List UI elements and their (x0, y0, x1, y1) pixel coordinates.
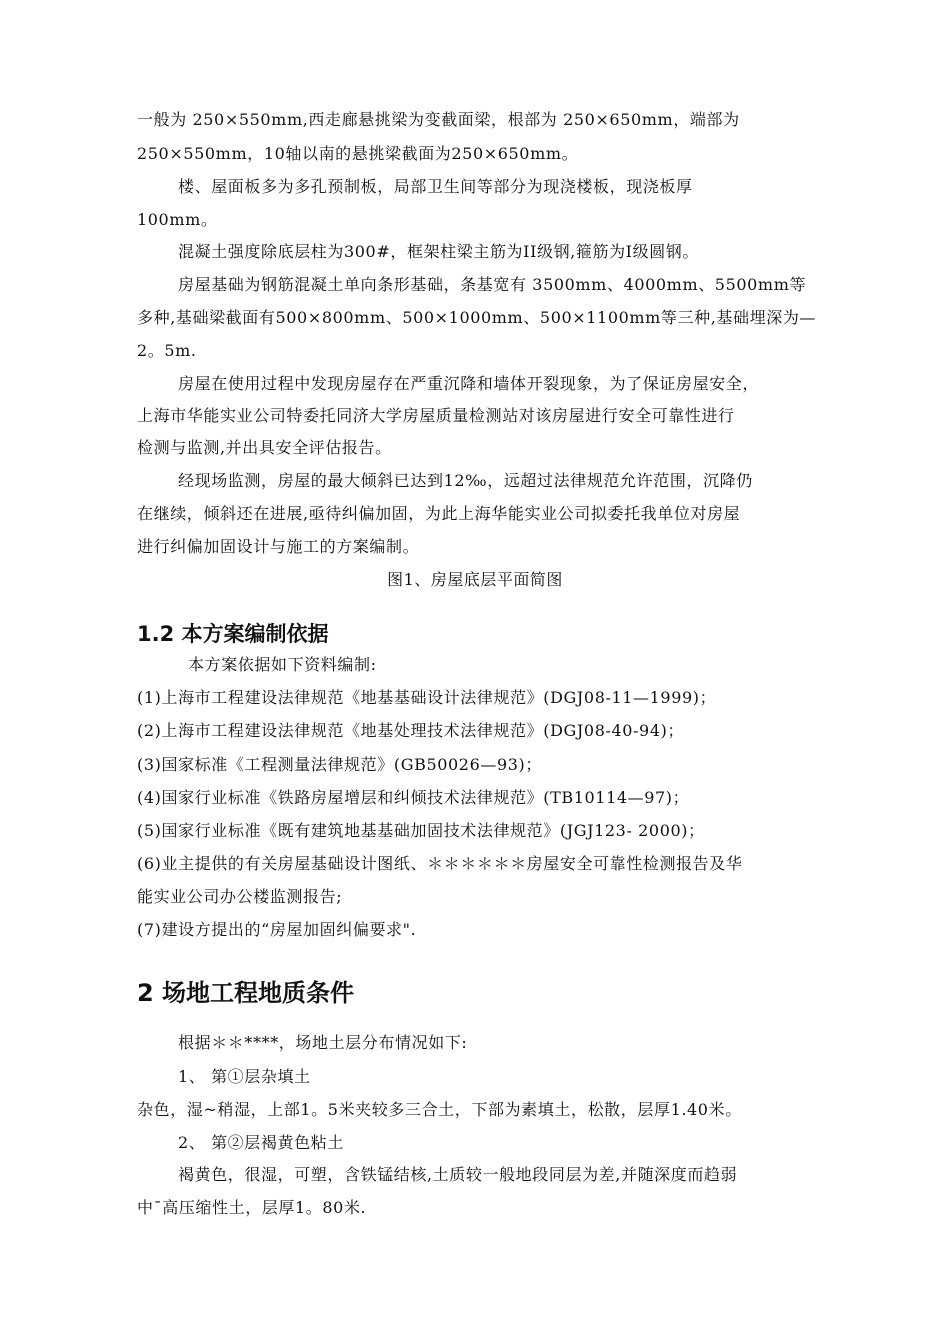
paragraph-concrete-line-1: 混凝土强度除底层柱为300#，框架柱梁主筋为II级钢,箍筋为I级圆钢。 (178, 242, 699, 261)
soil-layer-2-description-line-1: 褐黄色，很湿，可塑，含铁锰结核,土质较一般地段同层为差,并随深度而趋弱 (178, 1165, 738, 1184)
soil-layer-1-title: 1、 第①层杂填土 (178, 1067, 311, 1086)
paragraph-foundation-line-1: 房屋基础为钢筋混凝土单向条形基础，条基宽有 3500mm、4000mm、5500mm等 (178, 275, 807, 294)
section-heading-2: 2 场地工程地质条件 (137, 979, 355, 1007)
section-heading-1-2: 1.2 本方案编制依据 (137, 622, 329, 646)
soil-layer-2-title: 2、 第②层褐黄色粘土 (178, 1133, 344, 1152)
paragraph-foundation-line-3: 2。5m. (137, 341, 197, 360)
reference-item-1: (1)上海市工程建设法律规范《地基基础设计法律规范》(DGJ08-11—1999)； (137, 688, 717, 707)
paragraph-usage-line-2: 上海市华能实业公司特委托同济大学房屋质量检测站对该房屋进行安全可靠性进行 (137, 406, 735, 425)
reference-item-6-line-2: 能实业公司办公楼监测报告; (137, 887, 343, 906)
paragraph-beam-line-1: 一般为 250×550mm,西走廊悬挑梁为变截面梁，根部为 250×650mm，端部为 (137, 110, 740, 129)
paragraph-slab-line-2: 100mm。 (137, 210, 218, 229)
reference-item-3: (3)国家标准《工程测量法律规范》(GB50026—93)； (137, 755, 542, 774)
paragraph-usage-line-1: 房屋在使用过程中发现房屋存在严重沉降和墙体开裂现象，为了保证房屋安全， (178, 374, 760, 393)
soil-layer-1-description: 杂色，湿~稍湿，上部1。5米夹较多三合土，下部为素填土，松散，层厚1.40米。 (137, 1100, 742, 1119)
paragraph-beam-line-2: 250×550mm，10轴以南的悬挑梁截面为250×650mm。 (137, 144, 579, 163)
paragraph-foundation-line-2: 多种,基础梁截面有500×800mm、500×1000mm、500×1100mm等三种,基础埋深为— (137, 308, 817, 327)
paragraph-monitoring-line-2: 在继续，倾斜还在进展,亟待纠偏加固，为此上海华能实业公司拟委托我单位对房屋 (137, 504, 741, 523)
paragraph-monitoring-line-3: 进行纠偏加固设计与施工的方案编制。 (137, 537, 420, 556)
reference-item-5: (5)国家行业标准《既有建筑地基基础加固技术法律规范》(JGJ123- 2000)； (137, 821, 705, 840)
section-1-2-lead: 本方案依据如下资料编制: (188, 655, 377, 674)
reference-item-6-line-1: (6)业主提供的有关房屋基础设计图纸、＊＊＊＊＊＊房屋安全可靠性检测报告及华 (137, 854, 743, 873)
section-2-lead: 根据＊＊****，场地土层分布情况如下: (178, 1033, 468, 1052)
reference-item-4: (4)国家行业标准《铁路房屋增层和纠倾技术法律规范》(TB10114—97)； (137, 788, 690, 807)
reference-item-7: (7)建设方提出的“房屋加固纠偏要求". (137, 920, 417, 939)
paragraph-monitoring-line-1: 经现场监测，房屋的最大倾斜已达到12‰，远超过法律规范允许范围，沉降仍 (178, 471, 753, 490)
figure-caption: 图1、房屋底层平面简图 (387, 570, 563, 589)
paragraph-usage-line-3: 检测与监测,并出具安全评估报告。 (137, 438, 392, 457)
paragraph-slab-line-1: 楼、屋面板多为多孔预制板，局部卫生间等部分为现浇楼板，现浇板厚 (178, 177, 693, 196)
reference-item-2: (2)上海市工程建设法律规范《地基处理技术法律规范》(DGJ08-40-94)； (137, 721, 685, 740)
soil-layer-2-description-line-2: 中¯高压缩性土，层厚1。80米. (137, 1198, 367, 1217)
